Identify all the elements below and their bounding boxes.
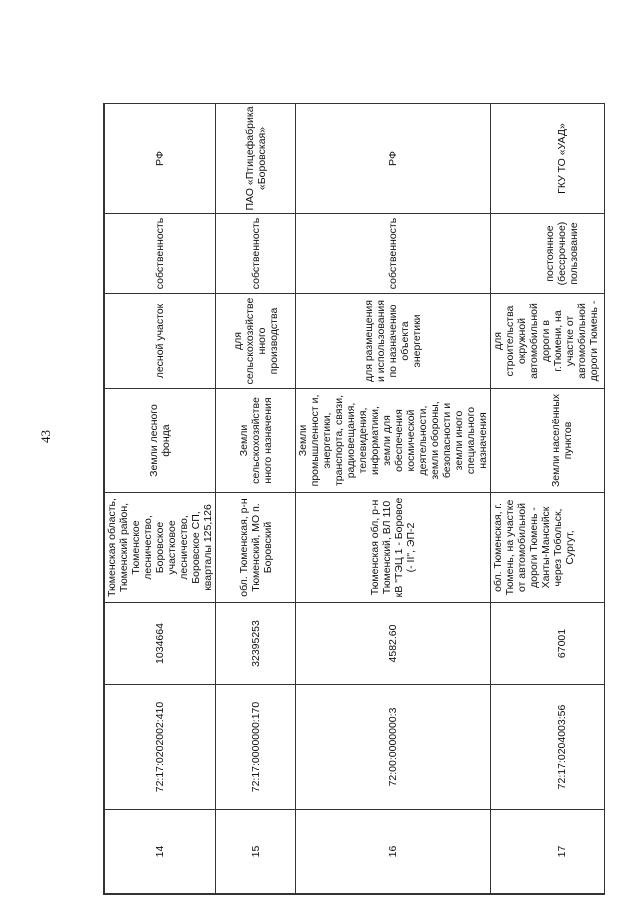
right-type-cell: собственность — [105, 214, 216, 294]
owner-cell: ПАО «Птицефабрика «Боровская» — [216, 104, 296, 214]
area-cell: 32395253 — [216, 603, 296, 685]
cadastral-number-cell: 72:17:0204003:56 — [491, 685, 606, 810]
address-cell: обл. Тюменская, г. Тюмень, на участке от автомобильной дороги Тюмень - Ханты-Мансийск через Тобольск, Сургут, — [491, 493, 606, 603]
permitted-use-cell: для размещения и использования по назначению объекта энергетики — [296, 294, 491, 389]
right-type-cell: собственность — [296, 214, 491, 294]
permitted-use-cell: для строительства окружной автомобильной дороги в г.Тюмени, на участке от автомобильной дороги Тюмень - — [491, 294, 606, 389]
area-cell: 67001 — [491, 603, 606, 685]
land-plots-table — [103, 103, 605, 895]
table-row — [105, 104, 216, 894]
area-cell: 4582.60 — [296, 603, 491, 685]
row-number-cell: 16 — [296, 810, 491, 894]
area-cell: 1034664 — [105, 603, 216, 685]
land-category-cell: Земли населённых пунктов — [491, 389, 606, 493]
land-category-cell: Земли лесного фонда — [105, 389, 216, 493]
table-row — [296, 104, 491, 894]
owner-cell: ГКУ ТО «УАД» — [491, 104, 606, 214]
row-number-cell: 17 — [491, 810, 606, 894]
table-row — [491, 104, 606, 894]
right-type-cell: собственность — [216, 214, 296, 294]
cadastral-number-cell: 72:17:0202002:410 — [105, 685, 216, 810]
cadastral-number-cell: 72:00:0000000:3 — [296, 685, 491, 810]
cadastral-number-cell: 72:17:0000000:170 — [216, 685, 296, 810]
address-cell: обл. Тюменская, р-н Тюменский, МО п. Боровский — [216, 493, 296, 603]
permitted-use-cell: лесной участок — [105, 294, 216, 389]
owner-cell: РФ — [105, 104, 216, 214]
address-cell: Тюменская область, Тюменский район, Тюменское лесничество, Боровское участковое лесничество, Боровское СП, кварталы 125,126 — [105, 493, 216, 603]
permitted-use-cell: для сельскохозяйстве нного производства — [216, 294, 296, 389]
row-number-cell: 15 — [216, 810, 296, 894]
land-category-cell: Земли сельскохозяйстве нного назначения — [216, 389, 296, 493]
row-number-cell: 14 — [105, 810, 216, 894]
right-type-cell: постоянное (бессрочное) пользование — [491, 214, 606, 294]
page-number: 43 — [38, 430, 53, 443]
table-row — [216, 104, 296, 894]
land-category-cell: Земли промышленност и, энергетики, транспорта, связи, радиовещания, телевидения, информатики, земли для обеспечения космической деятельности, земли обороны, безопасности и земли иного специального назначения — [296, 389, 491, 493]
address-cell: Тюменская обл, р-н Тюменский, ВЛ 110 кВ "ТЭЦ 1 - Боровое (- II", ЭП-2 — [296, 493, 491, 603]
owner-cell: РФ — [296, 104, 491, 214]
